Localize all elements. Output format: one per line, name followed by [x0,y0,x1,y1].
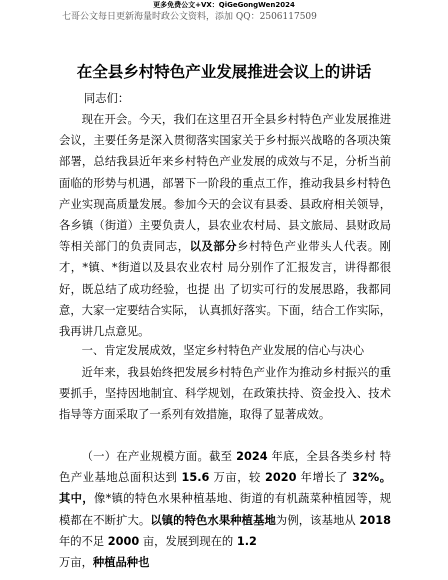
bold-number: 1.2 [236,534,257,548]
body-paragraph-1 [59,109,391,342]
bold-text: 以镇的特色水果种植基地 [150,513,276,527]
paragraph-text: 近年来，我县始终把发展乡村特色产业作为推动乡村振兴的重要抓手，坚持因地制宜、科学规划，在政策扶持、资金投入、技术指导等方面采取了一系列有效措施，取得了显著成效。 [59,366,391,422]
bold-text: 以及部分 [189,240,238,254]
paragraph-text: 万亩，较 [213,471,261,485]
top-banner: 更多免费公文+VX：QiGeGongWen2024 [153,1,295,9]
bold-number: 2000 [107,534,140,548]
paragraph-text: 像*镇的特色水果种植基地、街道的有机蔬菜种植园等， [93,492,380,506]
paragraph-text: 亩，发展到现在的 [142,534,234,548]
section-heading-text: 一、肯定发展成效，坚定乡村特色产业发展的信心与决心 [81,344,365,357]
page-title: 在全县乡村特色产业发展推进会议上的讲话 [76,63,372,81]
bold-text: 种植品种也 [92,556,150,570]
salutation: 同志们： [84,92,130,105]
bold-number: 2024 [236,450,268,463]
bold-number: 2018 [359,513,391,527]
paragraph-text: 年的不足 [59,534,105,548]
paragraph-text: （一）在产业规模方面。截至 [81,450,233,463]
paragraph-text: 万亩， [59,556,93,570]
body-paragraph-2 [59,362,391,426]
header-line: 七哥公文每日更新海量时政公文资料，添加 QQ：2506117509 [62,12,317,22]
paragraph-text: 为例，该基地从 [275,513,356,527]
paragraph-text: 现在开会。今天，我们在这里召开全县乡村特色产业发展推进会议，主要任务是深入贯彻落实国家关于乡村振兴战略的各项决策部署，总结我县近年来乡村特色产业发展的成效与不足，分析当前面临的形势与机遇，部署下一阶段的重点工作，推动我县乡村特色产业实现高质量发展。参加今天的会议有县委、县政府相关领导，各乡镇（街道）主要负责人，县农业农村局、县文旅局、县财政局等相关部门的负责同志， [59,113,391,254]
bold-number: 2020 [265,471,297,485]
bold-number: 32%。 [352,471,392,485]
bold-number: 15.6 [181,471,210,485]
paragraph-text: 乡村特色产业带头人代表。刚才，*镇、*街道以及县农业农村 局分别作了汇报发言，讲得都很好，既总结了成功经验，也提 出 了切实可行的发展思路，我都同意，大家一定要结合实际， 认真抓好落实。下面，结合工作实际，我再讲几点意见。 [59,240,391,339]
paragraph-text: 年增长了 [300,471,348,485]
bold-text: 其中， [59,492,94,506]
body-paragraph-3 [59,446,391,573]
section-heading-1 [59,340,391,361]
paragraph-text: 年底，全县各类乡村 特色产业基地总面积达到 [59,450,391,485]
paragraph-text: 规模都在不断扩大。 [59,492,391,527]
